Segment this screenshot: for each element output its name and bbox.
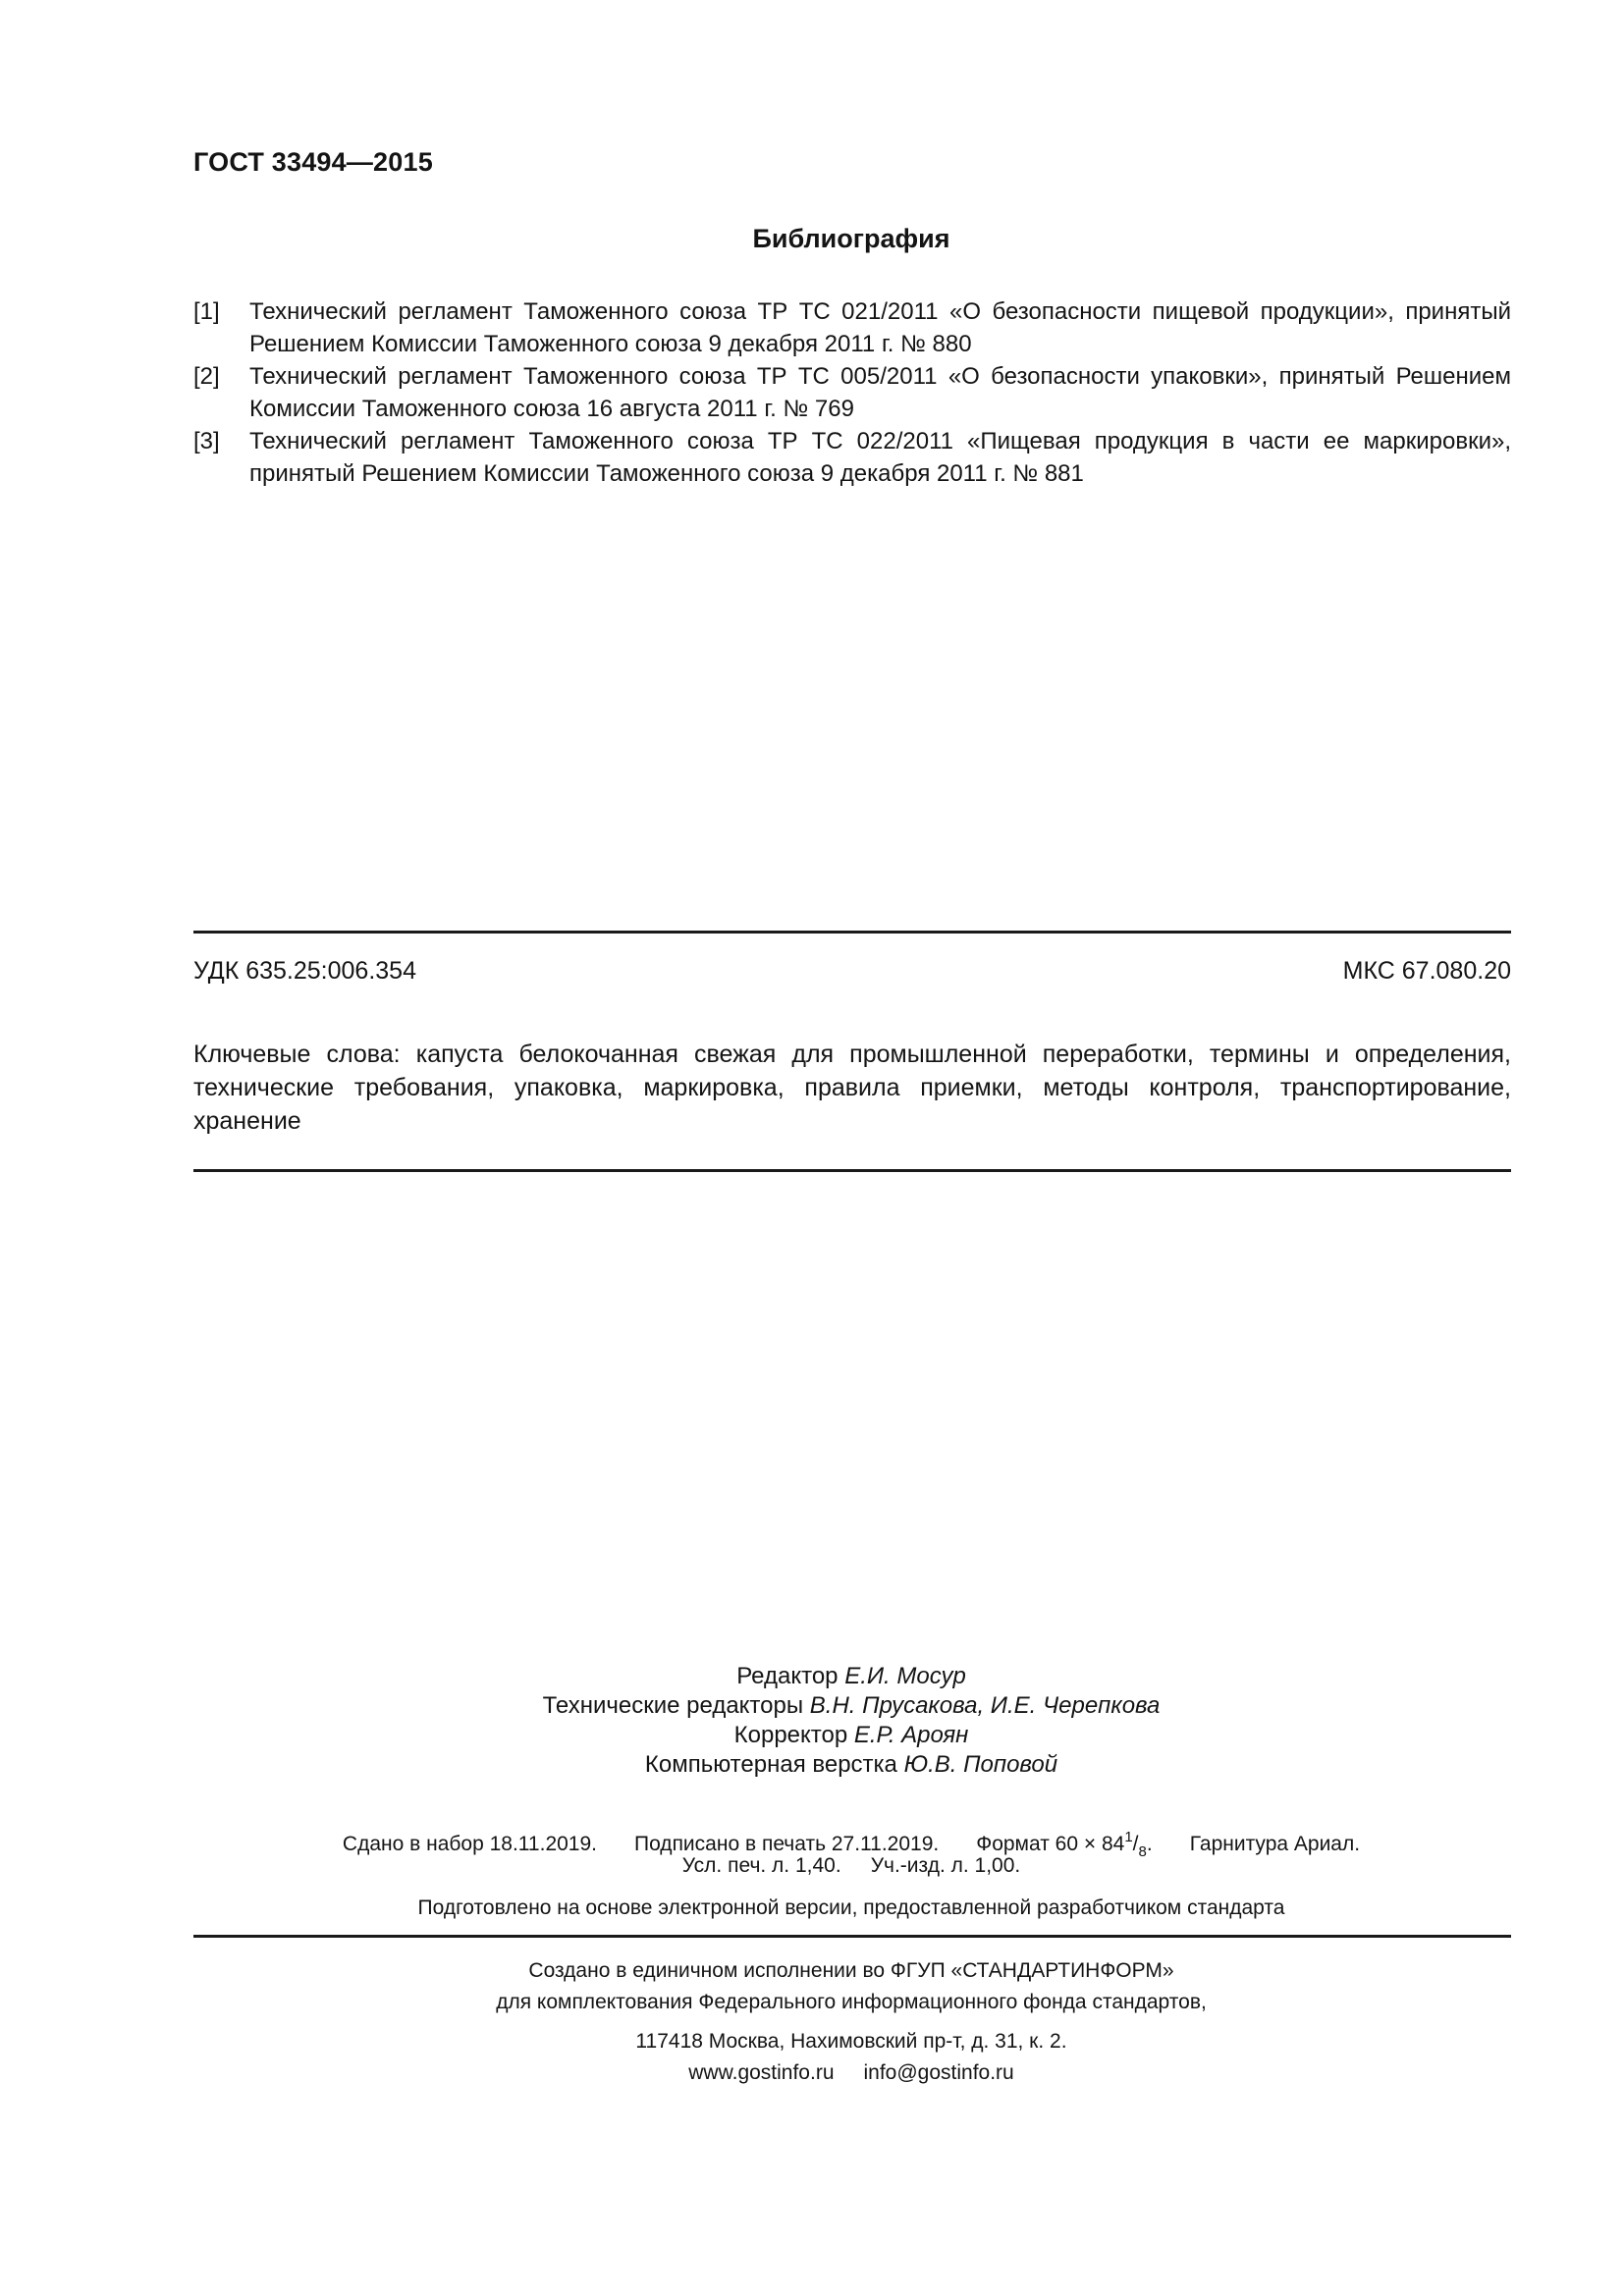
credit-layout: Компьютерная верстка Ю.В. Поповой bbox=[644, 1751, 1058, 1778]
bibliography-item bbox=[193, 360, 1511, 425]
udk-code: УДК 635.25:006.354 bbox=[193, 957, 416, 985]
bibliography-item-text: Технический регламент Таможенного союза ТР ТС 005/2011 «О безопасности упаковки», принятый Решением Комиссии Таможенного союза 16 августа 2011 г. № 769 bbox=[249, 363, 1511, 422]
credit-corrector-name: Е.Р. Ароян bbox=[853, 1722, 969, 1748]
bibliography-item bbox=[193, 425, 1511, 490]
website-link[interactable]: www.gostinfo.ru bbox=[688, 2061, 835, 2084]
imprint-line-2 bbox=[0, 1851, 1624, 1881]
bibliography-item-number: [2] bbox=[193, 363, 220, 390]
email-link[interactable]: info@gostinfo.ru bbox=[863, 2061, 1014, 2084]
divider bbox=[193, 1169, 1511, 1172]
print-sheets: Усл. печ. л. 1,40. bbox=[681, 1854, 841, 1877]
credit-editor-name: Е.И. Мосур bbox=[844, 1663, 966, 1689]
bibliography-item-number: [3] bbox=[193, 428, 220, 454]
signed-date: Подписано в печать 27.11.2019. bbox=[634, 1833, 940, 1855]
typeset-date: Сдано в набор 18.11.2019. bbox=[342, 1833, 597, 1855]
footer-contacts bbox=[0, 2057, 1624, 2089]
typeface: Гарнитура Ариал. bbox=[1189, 1833, 1361, 1855]
print-format: Формат $60 \times 84^1/_8$. bbox=[976, 1829, 1153, 1860]
credit-tech-editors: Технические редакторы В.Н. Прусакова, И.Е. Черепкова bbox=[542, 1692, 1161, 1719]
mks-code: МКС 67.080.20 bbox=[1342, 957, 1511, 985]
footer-line-2: для комплектования Федерального информационного фонда стандартов, bbox=[496, 1991, 1207, 2013]
credit-corrector: Корректор Е.Р. Ароян bbox=[733, 1722, 969, 1748]
prepared-note: Подготовлено на основе электронной версии, предоставленной разработчиком стандарта bbox=[417, 1896, 1285, 1919]
document-code: ГОСТ 33494—2015 bbox=[193, 147, 433, 177]
publisher-footer bbox=[0, 1955, 1624, 2089]
divider bbox=[193, 931, 1511, 934]
footer-address: 117418 Москва, Нахимовский пр-т, д. 31, к. 2. bbox=[635, 2030, 1067, 2053]
keywords: Ключевые слова: капуста белокочанная свежая для промышленной переработки, термины и определения, технические требования, упаковка, маркировка, правила приемки, методы контроля, транспортирование, хранение bbox=[193, 1041, 1511, 1135]
credit-layout-name: Ю.В. Поповой bbox=[903, 1751, 1058, 1778]
bibliography-item-number: [1] bbox=[193, 298, 220, 325]
credit-editor: Редактор Е.И. Мосур bbox=[736, 1663, 966, 1689]
divider bbox=[193, 1935, 1511, 1938]
credits bbox=[0, 1662, 1624, 1780]
bibliography-item bbox=[193, 295, 1511, 360]
footer-line-1: Создано в единичном исполнении во ФГУП «СТАНДАРТИНФОРМ» bbox=[528, 1959, 1174, 1982]
bibliography-title: Библиография bbox=[752, 224, 950, 253]
bibliography-item-text: Технический регламент Таможенного союза ТР ТС 022/2011 «Пищевая продукция в части ее маркировки», принятый Решением Комиссии Таможенного союза 9 декабря 2011 г. № 881 bbox=[249, 428, 1511, 487]
credit-tech-editors-names: В.Н. Прусакова, И.Е. Черепкова bbox=[809, 1692, 1161, 1719]
bibliography-item-text: Технический регламент Таможенного союза ТР ТС 021/2011 «О безопасности пищевой продукции», принятый Решением Комиссии Таможенного союза 9 декабря 2011 г. № 880 bbox=[249, 298, 1511, 357]
publication-sheets: Уч.-изд. л. 1,00. bbox=[870, 1854, 1021, 1877]
